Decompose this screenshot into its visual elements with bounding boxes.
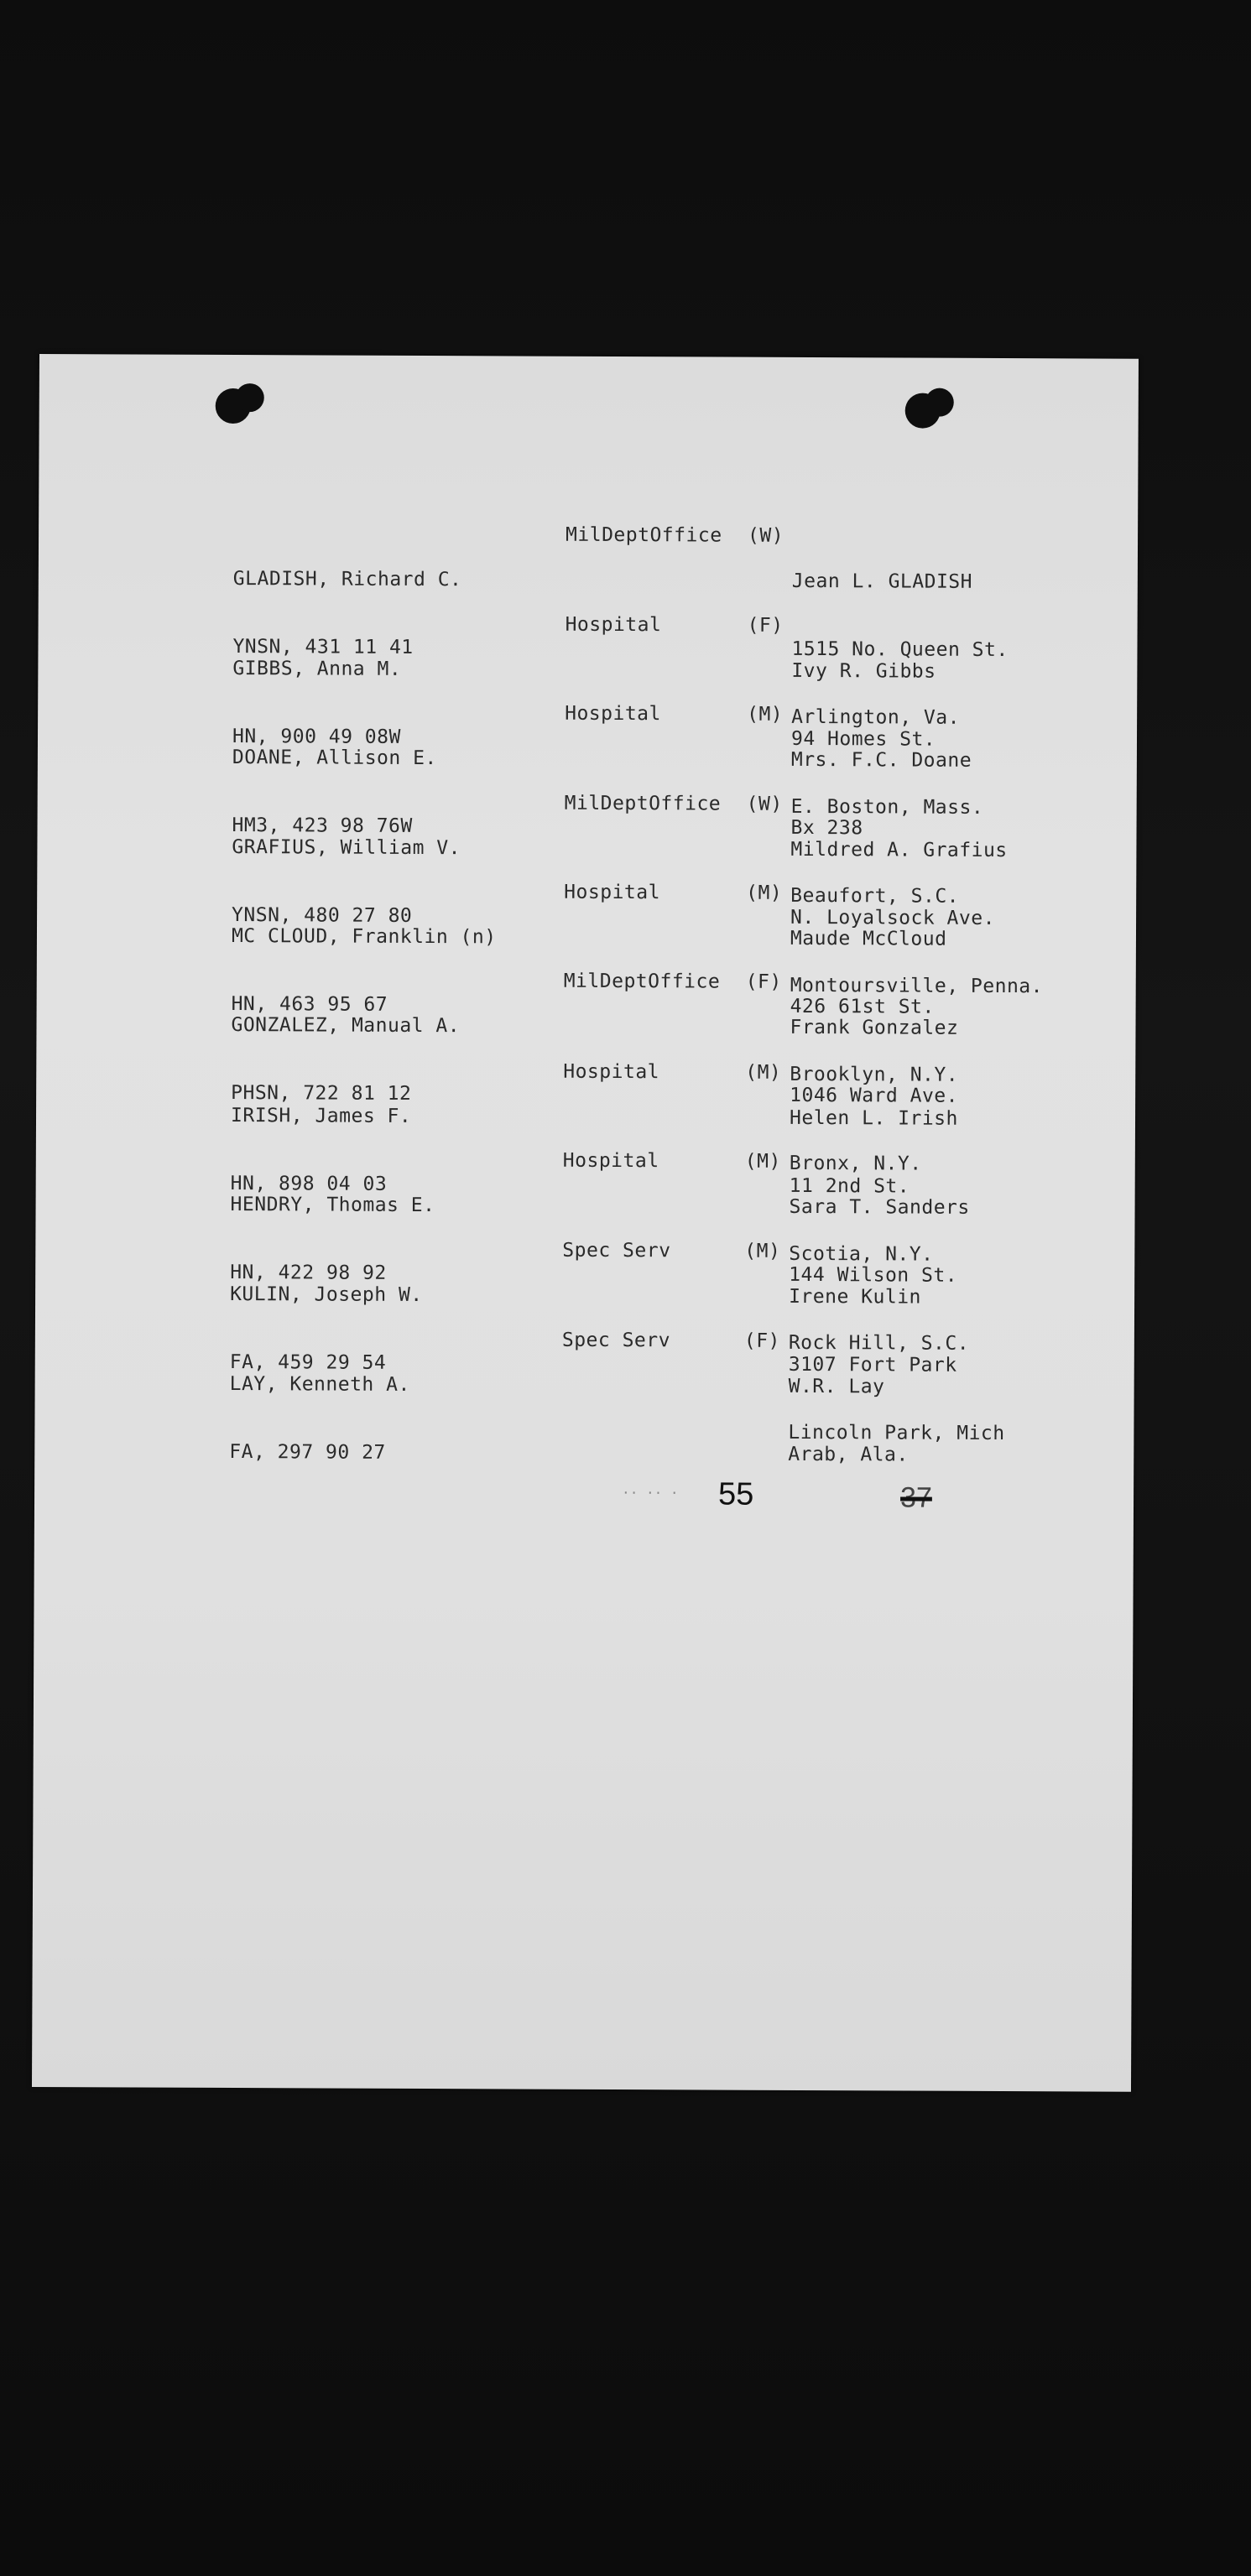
person-name: GIBBS, Anna M. <box>232 658 402 680</box>
name-block <box>229 1328 410 1510</box>
address-line: Brooklyn, N.Y. <box>790 1063 959 1086</box>
person-name: LAY, Kenneth A. <box>229 1373 410 1396</box>
service-number: HN, 898 04 03 <box>230 1173 388 1195</box>
service-number: FA, 297 90 27 <box>229 1441 386 1464</box>
assignment: Spec Serv <box>561 1329 671 1352</box>
assignment: MilDeptOffice <box>566 523 722 547</box>
page-number: 55 <box>717 1476 754 1512</box>
address-line: Mildred A. Grafius <box>790 838 1008 862</box>
person-name: GLADISH, Richard C. <box>232 568 462 591</box>
address-line: Ivy R. Gibbs <box>791 659 936 683</box>
relation-code: (F) <box>747 614 784 637</box>
person-name: GONZALEZ, Manual A. <box>231 1014 461 1038</box>
service-number: YNSN, 431 11 41 <box>232 636 414 658</box>
document-page <box>32 354 1139 2092</box>
address-line: 11 2nd St. <box>789 1174 910 1198</box>
assignment: MilDeptOffice <box>564 792 722 815</box>
punch-hole-left <box>216 388 251 424</box>
address-line: 144 Wilson St. <box>789 1263 958 1287</box>
address-line: Mrs. F.C. Doane <box>790 748 972 772</box>
service-number: HN, 900 49 08W <box>232 726 401 748</box>
punch-hole-right <box>905 393 941 429</box>
address-line: Lincoln Park, Mich <box>788 1421 1005 1445</box>
address-line: Beaufort, S.C. <box>790 884 960 908</box>
address-line: 94 Homes St. <box>790 727 936 751</box>
relation-code: (M) <box>744 1240 781 1262</box>
address-line: 3107 Fort Park <box>788 1353 957 1376</box>
service-number: FA, 459 29 54 <box>229 1351 387 1374</box>
service-number: HN, 463 95 67 <box>231 993 388 1016</box>
address-line: E. Boston, Mass. <box>790 795 984 819</box>
address-line: Maude McCloud <box>790 927 947 950</box>
address-line: Bronx, N.Y. <box>789 1152 922 1175</box>
relation-code: (M) <box>745 1061 782 1084</box>
relation-code: (M) <box>746 882 783 904</box>
relation-code: (M) <box>744 1150 781 1173</box>
service-number: YNSN, 480 27 80 <box>232 904 413 927</box>
assignment: Hospital <box>564 881 661 904</box>
address-line: 1515 No. Queen St. <box>791 637 1009 662</box>
service-number: PHSN, 722 81 12 <box>231 1082 412 1105</box>
address-line: N. Loyalsock Ave. <box>790 906 996 929</box>
address-line: Jean L. GLADISH <box>791 570 973 593</box>
service-number: HM3, 423 98 76W <box>232 814 413 837</box>
service-number: HN, 422 98 92 <box>230 1262 387 1284</box>
address-line: 426 61st St. <box>790 995 935 1018</box>
address-line: Irene Kulin <box>789 1285 921 1309</box>
address-line: Rock Hill, S.C. <box>788 1331 970 1355</box>
assignment: Hospital <box>562 1149 659 1173</box>
assignment: Hospital <box>565 702 661 726</box>
relation-code: (M) <box>747 703 784 726</box>
address-line: Arab, Ala. <box>788 1443 909 1466</box>
address-line: Helen L. Irish <box>789 1106 958 1130</box>
assignment: MilDeptOffice <box>563 970 721 993</box>
address-line: Frank Gonzalez <box>790 1016 959 1039</box>
person-name: IRISH, James F. <box>230 1105 412 1127</box>
person-name: GRAFIUS, William V. <box>232 836 461 860</box>
person-name: DOANE, Allison E. <box>232 747 437 770</box>
next-of-kin-address <box>788 1330 909 1512</box>
person-name: MC CLOUD, Franklin (n) <box>231 925 497 949</box>
person-name: HENDRY, Thomas E. <box>230 1194 435 1217</box>
person-name: KULIN, Joseph W. <box>230 1283 423 1307</box>
relation-code: (F) <box>743 1330 780 1352</box>
address-line: Arlington, Va. <box>791 705 961 729</box>
address-line: Montoursville, Penna. <box>790 974 1044 998</box>
relation-code: (W) <box>748 524 784 547</box>
relation-code: (F) <box>745 971 782 993</box>
address-line: W.R. Lay <box>788 1375 885 1398</box>
address-line: Sara T. Sanders <box>789 1195 970 1219</box>
address-line: Bx 238 <box>790 816 863 840</box>
address-line: 1046 Ward Ave. <box>790 1084 959 1107</box>
address-line: Scotia, N.Y. <box>789 1242 934 1266</box>
struck-old-page-number: 37 <box>899 1481 932 1514</box>
relation-code: (W) <box>746 793 783 815</box>
assignment: Spec Serv <box>562 1239 671 1262</box>
assignment: Hospital <box>563 1060 660 1084</box>
ink-smudge: ·· ·· · <box>622 1485 679 1501</box>
assignment: Hospital <box>565 613 662 637</box>
